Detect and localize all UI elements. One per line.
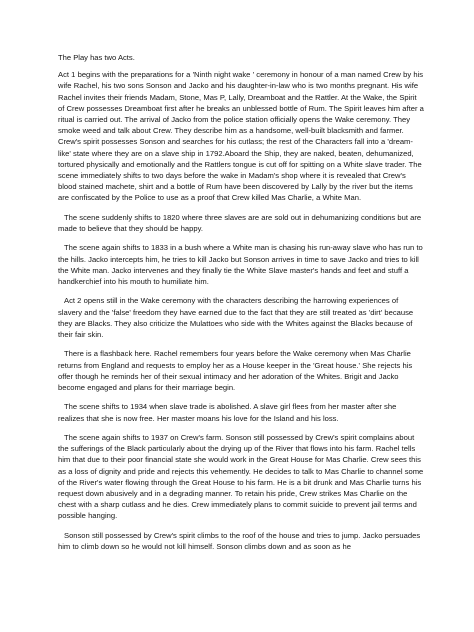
paragraph-flashback: There is a flashback here. Rachel remembers four years before the Wake ceremony when Mas Charlie returns from England and requests to employ her as a House keeper in the 'Great house.' She rejects his offer though he reminds her of their sexual intimacy and her adoration of the Whites. Brigit and Jacko become engaged and plans for their marriage begin. [58,349,413,393]
paragraph-act2-intro: Act 2 opens still in the Wake ceremony with the characters describing the harrowing experiences of slavery and the 'false' freedom they have earned due to the fact that they are still treated as 'dirt' because they are Blacks. They also criticize the Mulattoes who side with the Whites against the Blacks because of their fair skin. [58,296,414,340]
document-body [58,69,424,552]
paragraph-1937-scene: The scene again shifts to 1937 on Crew's farm. Sonson still possessed by Crew's spirit complains about the sufferings of the Black particularly about the drying up of the River that flows into his farm. Rachel tells him that due to their poor financial state she would work in the Great House for Mas Charlie. Crew sees this as a loss of dignity and pride and rejects this vehemently. He decides to talk to Mas Charlie to channel some of the River's water flowing through the Great House to his farm. He is a bit drunk and Mas Charlie turns his request down abusively and in a degrading manner. To retain his pride, Crew strikes Mas Charlie on the chest with a sharp cutlass and he dies. Crew immediately plans to commit suicide to prevent jail terms and possible hanging. [58,433,424,521]
paragraph-1934-scene: The scene shifts to 1934 when slave trade is abolished. A slave girl flees from her master after she realizes that she is now free. Her master moans his love for the Island and his loss. [58,402,397,423]
paragraph-sonson-roof: Sonson still possessed by Crew's spirit climbs to the roof of the house and tries to jump. Jacko persuades him to climb down so he would not kill himself. Sonson climbs down and as soon as he [58,530,421,552]
paragraph-act1-intro: Act 1 begins with the preparations for a 'Ninth night wake ' ceremony in honour of a man named Crew by his wife Rachel, his two sons Sonson and Jacko and his daughter-in-law who is two months pregnant. His wife Rachel invites their friends Madam, Stone, Mas P, Lally, Dreamboat and the Rattler. At the Wake, the Spirit of Crew possesses Dreamboat first after he breaks an unblessed bottle of Rum. The Spirit leaves him after a ritual is carried out. The arrival of Jacko from the police station officially opens the Wake ceremony. They smoke weed and talk about Crew. They describe him as a handsome, well-built blacksmith and farmer. Crew's spirit possesses Sonson and searches for his cutlass; the rest of the Characters fall into a 'dream-like' state where they are on a slave ship in 1792.Aboard the Ship, they are naked, beaten, dehumanized, tortured physically and emotionally and the Rattlers tongue is cut off for spitting on a White slave trader. The scene immediately shifts to two days before the wake in Madam's shop where it is revealed that Crew's blood stained machete, shirt and a bottle of Rum have been discovered by Lally by the river but the items are confiscated by the Police to use as a proof that Crew killed Mas Charlie, a White Man. [58,70,424,203]
document-heading: The Play has two Acts. [58,53,135,62]
paragraph-1820-scene: The scene suddenly shifts to 1820 where three slaves are are sold out in dehumanizing conditions but are made to believe that they should be happy. [58,212,422,234]
paragraph-1833-scene: The scene again shifts to 1833 in a bush where a White man is chasing his run-away slave who has run to the hills. Jacko intercepts him, he tries to kill Jacko but Sonson arrives in time to save Jacko and tries to kill the White man. Jacko intervenes and they finally tie the White Slave master's hands and feet and stuff a handkerchief into his mouth to humiliate him. [58,243,423,287]
